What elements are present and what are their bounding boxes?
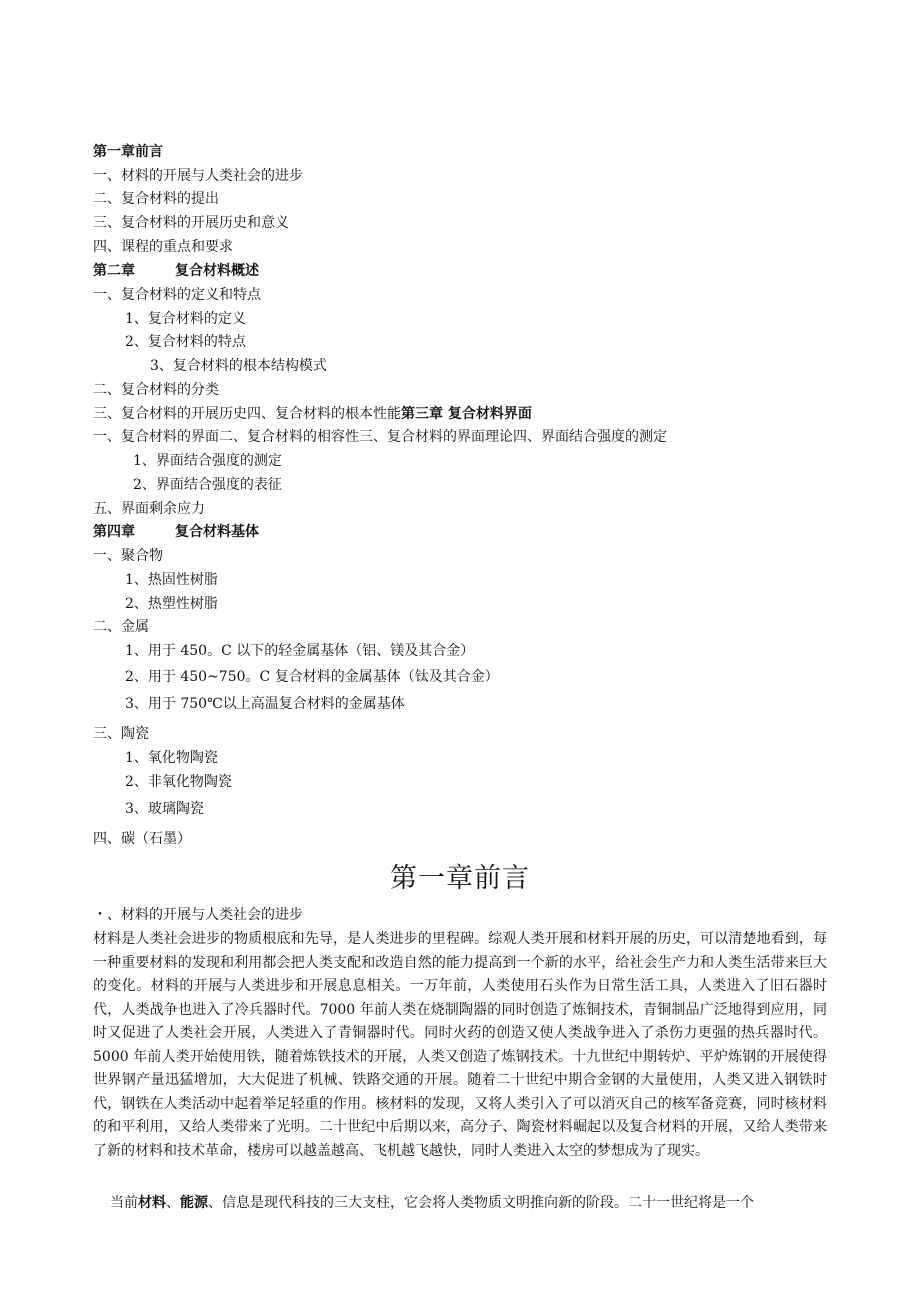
emphasis-text: 材料: [138, 1195, 166, 1211]
toc-item: 四、课程的重点和要求: [93, 239, 233, 255]
toc-item: 三、陶瓷: [93, 726, 149, 742]
toc-item-text: 三、复合材料的开展历史四、复合材料的根本性能: [93, 406, 401, 422]
toc-item: 二、复合材料的分类: [93, 382, 219, 398]
toc-item: 一、聚合物: [93, 548, 163, 564]
toc-subitem: 2、用于 450~750。C 复合材料的金属基体（钛及其合金）: [125, 669, 499, 685]
toc-subitem: 1、复合材料的定义: [125, 311, 246, 327]
toc-chapter-1: 第一章前言: [93, 144, 163, 160]
toc-item: 四、碳（石墨）: [93, 831, 191, 847]
toc-chapter-2-label: 第二章: [93, 263, 135, 279]
paragraph-text: 、信息是现代科技的三大支柱，它会将人类物质文明推向新的阶段。二十一世纪将是一个: [208, 1195, 754, 1211]
paragraph-text: 当前: [110, 1195, 138, 1211]
toc-chapter-4-label: 第四章: [93, 524, 135, 540]
chapter-title: 第一章前言: [390, 863, 530, 894]
paragraph-text: 、: [166, 1195, 180, 1211]
toc-item: 一、复合材料的定义和特点: [93, 287, 261, 303]
toc-subitem: 3、复合材料的根本结构模式: [150, 358, 327, 374]
toc-subitem: 3、用于 750℃以上高温复合材料的金属基体: [125, 696, 405, 712]
toc-item: 二、复合材料的提出: [93, 191, 219, 207]
toc-chapter-4-name: 复合材料基体: [175, 524, 259, 540]
body-paragraph: [93, 1192, 827, 1216]
toc-item: 二、金属: [93, 619, 149, 635]
toc-item: 五、界面剩余应力: [93, 501, 205, 517]
toc-chapter-2-name: 复合材料概述: [175, 263, 259, 279]
toc-chapter-3: 第三章 复合材料界面: [401, 406, 532, 422]
toc-subitem: 1、界面结合强度的测定: [133, 453, 282, 469]
toc-subitem: 1、用于 450。C 以下的轻金属基体（铝、镁及其合金）: [125, 643, 475, 659]
toc-chapter-2: [93, 262, 259, 280]
toc-subitem: 2、热塑性树脂: [125, 596, 218, 612]
toc-item: 一、材料的开展与人类社会的进步: [93, 168, 303, 184]
toc-item: 一、复合材料的界面二、复合材料的相容性三、复合材料的界面理论四、界面结合强度的测定: [93, 429, 667, 445]
toc-chapter-4: [93, 523, 259, 541]
toc-subitem: 2、界面结合强度的表征: [133, 477, 282, 493]
section-heading: ・、材料的开展与人类社会的进步: [93, 907, 303, 923]
toc-subitem: 1、热固性树脂: [125, 572, 218, 588]
toc-item-mixed: [93, 405, 532, 423]
toc-subitem: 2、复合材料的特点: [125, 334, 246, 350]
toc-subitem: 3、玻璃陶瓷: [125, 801, 204, 817]
body-paragraph: 材料是人类社会进步的物质根底和先导，是人类进步的里程碑。综观人类开展和材料开展的历史，可以清楚地看到，每一种重要材料的发现和利用都会把人类支配和改造自然的能力提高到一个新的水平，给社会生产力和人类生活带来巨大的变化。材料的开展与人类进步和开展息息相关。一万年前，人类使用石头作为日常生活工具，人类进入了旧石器时代，人类战争也进入了冷兵器时代。7000 年前人类在烧制陶器的同时创造了炼铜技术，青铜制品广泛地得到应用，同时又促进了人类社会开展，人类进入了青铜器时代。同时火药的创造又使人类战争进入了杀伤力更强的热兵器时代。5000 年前人类开始使用铁，随着炼铁技术的开展，人类又创造了炼钢技术。十九世纪中期转炉、平炉炼钢的开展使得世界钢产量迅猛增加，大大促进了机械、铁路交通的开展。随着二十世纪中期合金钢的大量使用，人类又进入钢铁时代，钢铁在人类活动中起着举足轻重的作用。核材料的发现，又将人类引入了可以消灭自己的核军备竞赛，同时核材料的和平利用，又给人类带来了光明。二十世纪中后期以来，高分子、陶瓷材料崛起以及复合材料的开展，又给人类带来了新的材料和技术革命，楼房可以越盖越高、飞机越飞越快，同时人类进入太空的梦想成为了现实。: [93, 931, 827, 1159]
toc-subitem: 2、非氧化物陶瓷: [125, 774, 232, 790]
toc-item: 三、复合材料的开展历史和意义: [93, 215, 289, 231]
toc-subitem: 1、氧化物陶瓷: [125, 750, 218, 766]
emphasis-text: 能源: [180, 1195, 208, 1211]
